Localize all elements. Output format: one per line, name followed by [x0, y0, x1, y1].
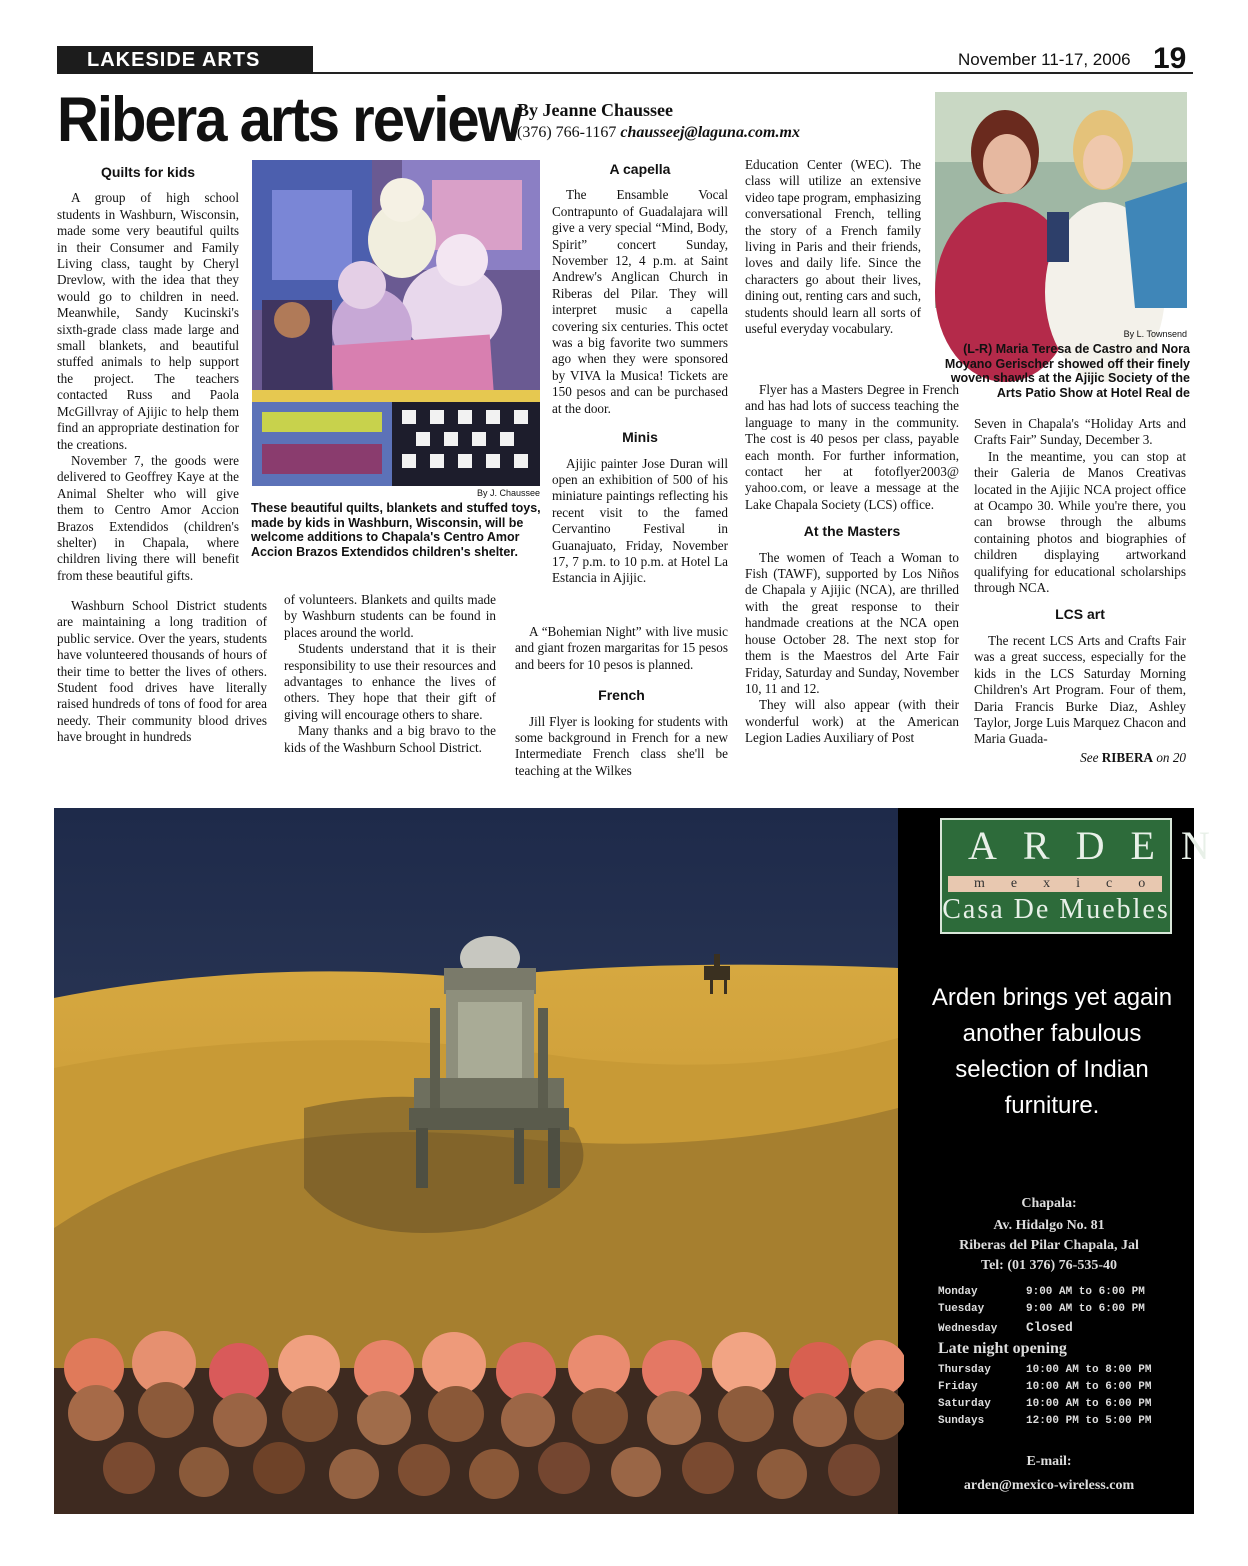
hours-time: 9:00 AM to 6:00 PM: [1026, 1303, 1145, 1315]
late-hours-row: [938, 1415, 1151, 1427]
quilts-continued-paragraph: Students understand that it is their responsibility to use their resources and advantages to enhance the lives of others. They hope that their gift of giving will encourage others to share.: [284, 641, 496, 722]
ad-tagline: Arden brings yet again another fabulous selection of Indian furniture.: [931, 984, 1173, 1119]
hours-time: 12:00 PM to 5:00 PM: [1026, 1415, 1152, 1427]
ad-desert-scene: [54, 808, 898, 1514]
quilts-paragraph: A group of high school students in Washburn, Wisconsin, made some very beautiful quilts in their Consumer and Family Living class, taught by Cheryl Drevlow, with the idea that they would go to children in need. Meanwhile, Sandy Kucinski's sixth-grade class made large and small blankets, and beautiful stuffed animals to help support the project. The teachers contacted Russ and Paola McGillvray of Ajijic to help them find an appropriate destination for the creations.: [57, 190, 239, 452]
ad-phone: Tel: (01 376) 76-535-40: [981, 1258, 1117, 1273]
hours-day: Friday: [938, 1381, 978, 1393]
arden-logo: [940, 818, 1236, 934]
column-acapella: [552, 161, 728, 587]
portrait-photo: [935, 92, 1187, 308]
ad-location: Chapala:: [1021, 1196, 1077, 1211]
french-heading: French: [598, 687, 645, 704]
jump-prefix: See: [1080, 749, 1099, 765]
jump-page: on 20: [1156, 749, 1186, 765]
masters-paragraph: They will also appear (with their wonderful work) at the American Legion Ladies Auxiliary of Post: [745, 697, 959, 746]
hours-time: 10:00 AM to 8:00 PM: [1026, 1364, 1152, 1376]
minis-paragraph: A “Bohemian Night” with live music and giant frozen margaritas for 15 pesos and beers for 10 pesos is planned.: [515, 624, 728, 672]
quilts-photo: [252, 160, 540, 486]
column-masters-continued: [974, 416, 1186, 766]
lcs-heading: LCS art: [1055, 606, 1105, 623]
french-paragraph: Jill Flyer is looking for students with some background in French for a new Intermediate French class she'll be teaching at the Wilkes: [515, 713, 728, 778]
ad-info-panel: [904, 808, 1236, 1514]
hours-day: Monday: [938, 1286, 978, 1298]
column-french-continued: [745, 157, 921, 337]
french-continued-paragraph: Flyer has a Masters Degree in French and has had lots of success teaching the language to many in the community. The cost is 40 pesos per class, payable each month. For further information, contact her at fotoflyer2003@ yahoo.com, or leave a message at the Lake Chapala Society (LCS) office.: [745, 382, 959, 512]
french-continued-paragraph: Education Center (WEC). The class will utilize an extensive video tape program, emphasizing conversational French, telling the story of a French family living in Paris and their friends, loves and daily life. Since the characters go about their lives, dining out, renting cars and such, students should learn all sorts of useful everyday vocabulary.: [745, 157, 921, 337]
hours-row: [938, 1303, 1145, 1315]
masters-continued-paragraph: In the meantime, you can stop at their Galeria de Manos Creativas located in the Ajijic NCA project office at Ocampo 30. While you're there, you can browse through the albums containing photos and biographies of children displaying artworkand qualifying for educational scholarships through NCA.: [974, 448, 1186, 596]
ad-email-label: E-mail:: [1026, 1454, 1072, 1469]
arden-advertisement: [54, 808, 1236, 1514]
portrait-photo-credit: By L. Townsend: [1123, 329, 1187, 339]
section-tag: LAKESIDE ARTS: [57, 46, 313, 74]
jump-line: [974, 750, 1186, 766]
late-night-heading: Late night opening: [938, 1340, 1067, 1357]
column-quilts-lower: [57, 598, 267, 746]
jump-word: RIBERA: [1101, 749, 1154, 765]
minis-heading: Minis: [622, 429, 658, 446]
ad-email: arden@mexico-wireless.com: [963, 1478, 1135, 1493]
logo-word: ARDEN: [968, 823, 1236, 868]
byline-email: chausseej@laguna.com.mx: [620, 124, 800, 141]
hours-row: [938, 1320, 1073, 1335]
lcs-paragraph: The recent LCS Arts and Crafts Fair was a great success, especially for the kids in the LCS Saturday Morning Children's Art Program. Four of them, Daria Francis Burke Diaz, Ashley Taylor, Jorge Luis Marquez Chacon and Maria Guada-: [974, 632, 1186, 747]
masters-continued-paragraph: Seven in Chapala's “Holiday Arts and Crafts Fair” Sunday, December 3.: [974, 416, 1186, 448]
page-number: 19: [1153, 42, 1187, 75]
hours-day: Tuesday: [938, 1303, 985, 1315]
hours-day: Saturday: [938, 1398, 991, 1410]
ad-address1: Av. Hidalgo No. 81: [993, 1218, 1105, 1233]
portrait-photo-caption: (L-R) Maria Teresa de Castro and Nora Moyano Gerischer showed off their finely woven shawls at the Ajijic Society of the Arts Patio Show at Hotel Real de: [944, 342, 1190, 400]
hours-time: 10:00 AM to 6:00 PM: [1026, 1381, 1152, 1393]
quilts-photo-image: [252, 160, 540, 486]
quilts-paragraph: November 7, the goods were delivered to Geoffrey Kaye at the Animal Shelter who will give them to Centro Amor Accion Brazos Extendidos (children's shelter) in Chapala, where children living there will benefit from these beautiful gifts.: [57, 452, 239, 583]
column-quilts: [57, 164, 239, 584]
masters-heading: At the Masters: [803, 523, 901, 540]
quilts-heading: Quilts for kids: [100, 164, 196, 180]
quilts-continued-paragraph: of volunteers. Blankets and quilts made by Washburn students can be found in places around the world.: [284, 592, 496, 640]
hours-row: [938, 1286, 1145, 1298]
column-minis-lower: [515, 624, 728, 779]
byline-phone: (376) 766-1167: [517, 124, 617, 141]
column-quilts-continued: [284, 592, 496, 756]
quilts-photo-caption: These beautiful quilts, blankets and stuffed toys, made by kids in Washburn, Wisconsin, will be welcome additions to Chapala's Centro Amor Accion Brazos Extendidos children's shelter.: [251, 501, 541, 559]
late-hours-row: [938, 1364, 1151, 1376]
portrait-photo-image: [935, 92, 1187, 308]
quilts-continued-paragraph: Many thanks and a big bravo to the kids of the Washburn School District.: [284, 723, 496, 755]
headline: Ribera arts review: [57, 85, 521, 156]
logo-casa: Casa De Muebles: [942, 894, 1170, 925]
minis-paragraph: Ajijic painter Jose Duran will open an exhibition of 500 of his miniature paintings reflecting his recent visit to the famed Cervantino Festival in Guanajuato, Friday, November 17, 7 p.m. to 10 p.m. at Hotel La Estancia in Ajijic.: [552, 455, 728, 586]
byline-contact: [517, 124, 800, 142]
issue-date: November 11-17, 2006: [958, 50, 1131, 69]
hours-day: Thursday: [938, 1364, 991, 1376]
hours-day: Sundays: [938, 1415, 985, 1427]
ad-address2: Riberas del Pilar Chapala, Jal: [959, 1238, 1139, 1253]
byline: By Jeanne Chaussee: [517, 100, 674, 120]
column-french-lower: [745, 382, 959, 747]
hours-time: 9:00 AM to 6:00 PM: [1026, 1286, 1145, 1298]
header-rule: [313, 72, 1193, 74]
late-hours-row: [938, 1398, 1151, 1410]
quilts-photo-credit: By J. Chaussee: [476, 488, 540, 498]
hours-time: Closed: [1026, 1320, 1073, 1335]
hours-time: 10:00 AM to 6:00 PM: [1026, 1398, 1152, 1410]
desert-chair-image: [54, 808, 898, 1514]
masters-paragraph: The women of Teach a Woman to Fish (TAWF), supported by Los Niños de Chapala y Ajijic (NCA), are thrilled with the great response to their handmade creations at the NCA open house October 28. The next stop for them is the Maestros del Arte Fair Friday, Saturday and Sunday, November 10, 11 and 12.: [745, 549, 959, 696]
acapella-paragraph: The Ensamble Vocal Contrapunto of Guadalajara will give a very special “Mind, Body, Spirit” concert Sunday, November 12, 4 p.m. at Saint Andrew's Anglican Church in Riberas del Pilar. They will interpret music a capella covering six centuries. This octet was a big favorite two summers ago when they were sponsored by VIVA la Musica! Tickets are 150 pesos and can be purchased at the door.: [552, 187, 728, 416]
hours-day: Wednesday: [938, 1323, 998, 1335]
late-hours-row: [938, 1381, 1151, 1393]
acapella-heading: A capella: [609, 161, 671, 177]
logo-mexico-strip: [948, 876, 1172, 892]
quilts-paragraph: Washburn School District students are maintaining a long tradition of public service. Over the years, students have volunteered thousands of hours of their time to better the lives of others. Student food drives have literally raised hundreds of tons of food for area needy. Their community blood drives have brought in hundreds: [57, 598, 267, 745]
logo-sub: mexico: [974, 876, 1172, 891]
